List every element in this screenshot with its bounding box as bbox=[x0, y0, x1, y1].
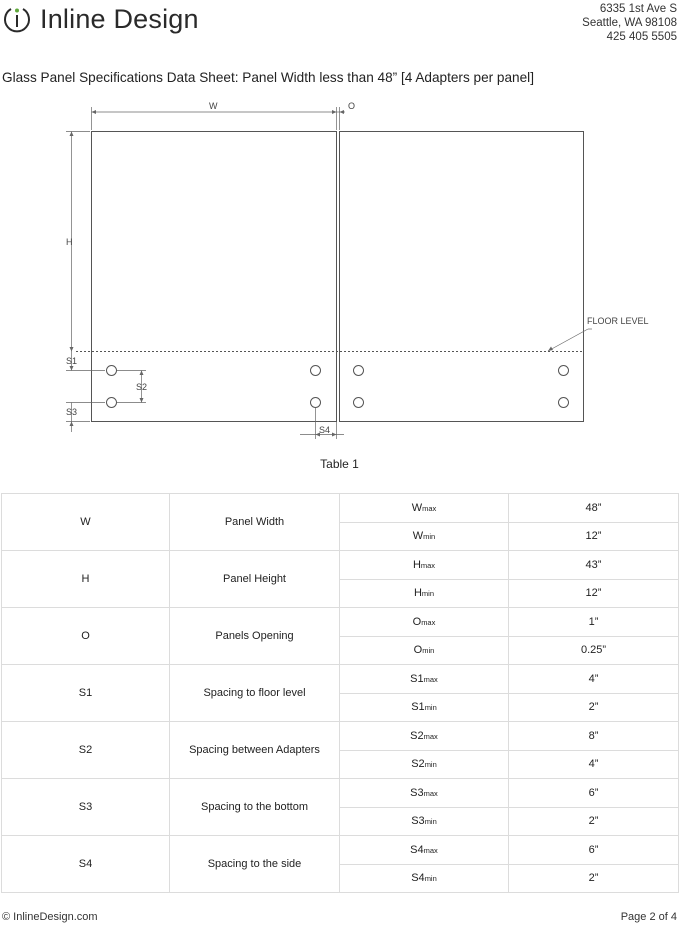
spec-limit-subscript: min bbox=[421, 589, 435, 599]
spec-value: 6” bbox=[509, 779, 679, 808]
dim-label-s4: S4 bbox=[319, 425, 331, 435]
spec-row bbox=[2, 665, 679, 694]
spec-symbol: W bbox=[412, 530, 424, 543]
footer-copyright: © InlineDesign.com bbox=[2, 911, 98, 923]
spec-symbol: S4 bbox=[411, 872, 425, 885]
spec-row bbox=[2, 722, 679, 751]
document-title: Glass Panel Specifications Data Sheet: Panel Width less than 48” [4 Adapters per panel] bbox=[2, 70, 534, 85]
spec-code: H bbox=[2, 551, 170, 608]
spec-symbol: O bbox=[413, 644, 423, 657]
spec-symbol: H bbox=[413, 587, 422, 600]
spec-value: 8” bbox=[509, 722, 679, 751]
spec-description: Spacing to the side bbox=[170, 836, 340, 893]
right-glass-panel bbox=[340, 132, 584, 422]
company-logo bbox=[2, 2, 199, 36]
spec-limit-subscript: min bbox=[422, 646, 435, 656]
spec-limit-subscript: min bbox=[424, 703, 437, 713]
dim-label-o: O bbox=[348, 101, 356, 111]
spec-code: S2 bbox=[2, 722, 170, 779]
spec-symbol: S1 bbox=[410, 672, 424, 685]
spec-value: 12” bbox=[509, 579, 679, 608]
spec-limit-subscript: max bbox=[423, 731, 438, 741]
spec-limit-symbol bbox=[340, 750, 509, 779]
spec-value: 2” bbox=[509, 807, 679, 836]
dim-label-s2: S2 bbox=[136, 382, 148, 392]
spec-value: 4” bbox=[509, 750, 679, 779]
spec-symbol: S3 bbox=[411, 815, 425, 828]
spec-limit-symbol bbox=[340, 836, 509, 865]
spec-code: S3 bbox=[2, 779, 170, 836]
spec-value: 2” bbox=[509, 864, 679, 893]
spec-limit-symbol bbox=[340, 494, 509, 523]
address-street: 6335 1st Ave S bbox=[599, 3, 677, 15]
adapter-hole bbox=[354, 398, 364, 408]
adapter-hole bbox=[354, 366, 364, 376]
spec-limit-subscript: min bbox=[424, 760, 437, 770]
left-glass-panel bbox=[92, 132, 337, 422]
spec-row bbox=[2, 779, 679, 808]
table-caption: Table 1 bbox=[320, 457, 359, 471]
specifications-table-body bbox=[2, 494, 679, 893]
spec-row bbox=[2, 494, 679, 523]
dim-label-s3: S3 bbox=[66, 407, 78, 417]
spec-limit-subscript: max bbox=[423, 674, 438, 684]
spec-code: S4 bbox=[2, 836, 170, 893]
company-address bbox=[582, 2, 677, 44]
spec-value: 48” bbox=[509, 494, 679, 523]
dim-label-h: H bbox=[66, 237, 73, 247]
spec-limit-symbol bbox=[340, 693, 509, 722]
spec-symbol: H bbox=[412, 558, 421, 571]
spec-limit-symbol bbox=[340, 864, 509, 893]
spec-limit-subscript: max bbox=[420, 560, 436, 570]
spec-limit-subscript: max bbox=[421, 617, 436, 627]
spec-description: Spacing between Adapters bbox=[170, 722, 340, 779]
spec-value: 6” bbox=[509, 836, 679, 865]
spec-limit-subscript: max bbox=[423, 845, 438, 855]
spec-description: Spacing to floor level bbox=[170, 665, 340, 722]
spec-value: 1” bbox=[509, 608, 679, 637]
spec-symbol: S3 bbox=[410, 786, 424, 799]
spec-value: 0.25” bbox=[509, 636, 679, 665]
spec-symbol: W bbox=[411, 501, 423, 514]
spec-limit-symbol bbox=[340, 722, 509, 751]
spec-limit-symbol bbox=[340, 551, 509, 580]
spec-limit-subscript: min bbox=[424, 874, 437, 884]
spec-limit-symbol bbox=[340, 522, 509, 551]
spec-description: Panel Width bbox=[170, 494, 340, 551]
spec-value: 4” bbox=[509, 665, 679, 694]
spec-limit-symbol bbox=[340, 636, 509, 665]
spec-limit-subscript: min bbox=[423, 532, 436, 542]
spec-limit-symbol bbox=[340, 807, 509, 836]
spec-symbol: S4 bbox=[410, 843, 424, 856]
spec-description: Spacing to the bottom bbox=[170, 779, 340, 836]
adapter-hole bbox=[559, 366, 569, 376]
spec-limit-subscript: max bbox=[422, 503, 437, 513]
address-city: Seattle, WA 98108 bbox=[582, 17, 677, 29]
spec-description: Panel Height bbox=[170, 551, 340, 608]
dim-label-s1: S1 bbox=[66, 356, 78, 366]
logo-mark-icon bbox=[2, 4, 32, 34]
adapter-hole bbox=[311, 398, 321, 408]
specifications-table bbox=[1, 493, 679, 893]
spec-row bbox=[2, 836, 679, 865]
spec-limit-subscript: min bbox=[424, 817, 437, 827]
spec-code: O bbox=[2, 608, 170, 665]
panel-drawing bbox=[0, 90, 679, 450]
address-phone: 425 405 5505 bbox=[606, 31, 677, 43]
spec-symbol: S2 bbox=[411, 758, 425, 771]
adapter-holes bbox=[107, 366, 569, 408]
dim-label-w: W bbox=[209, 101, 218, 111]
spec-symbol: S2 bbox=[410, 729, 424, 742]
spec-code: W bbox=[2, 494, 170, 551]
spec-limit-subscript: max bbox=[423, 788, 438, 798]
spec-limit-symbol bbox=[340, 579, 509, 608]
adapter-hole bbox=[107, 366, 117, 376]
spec-limit-symbol bbox=[340, 608, 509, 637]
spec-symbol: O bbox=[412, 615, 422, 628]
adapter-hole bbox=[107, 398, 117, 408]
spec-symbol: S1 bbox=[411, 701, 425, 714]
floor-level-label: FLOOR LEVEL bbox=[587, 316, 649, 326]
spec-limit-symbol bbox=[340, 779, 509, 808]
spec-limit-symbol bbox=[340, 665, 509, 694]
spec-code: S1 bbox=[2, 665, 170, 722]
spec-row bbox=[2, 551, 679, 580]
adapter-hole bbox=[559, 398, 569, 408]
spec-value: 43” bbox=[509, 551, 679, 580]
spec-row bbox=[2, 608, 679, 637]
spec-description: Panels Opening bbox=[170, 608, 340, 665]
adapter-hole bbox=[311, 366, 321, 376]
company-name: Inline Design bbox=[40, 3, 199, 34]
footer-page-number: Page 2 of 4 bbox=[620, 911, 677, 923]
spec-value: 2” bbox=[509, 693, 679, 722]
spec-value: 12” bbox=[509, 522, 679, 551]
